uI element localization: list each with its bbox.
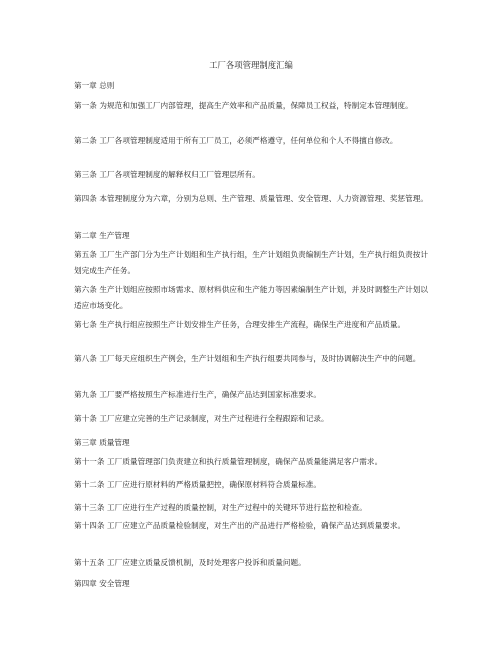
article-paragraph: 第六条 生产计划组应按照市场需求、原材料供应和生产能力等因素编制生产计划，并及时调整生产计划以适应市场变化。	[74, 285, 429, 310]
article-paragraph: 第十五条 工厂应建立质量反馈机制，及时处理客户投诉和质量问题。	[74, 558, 306, 567]
article-paragraph: 第十三条 工厂应进行生产过程的质量控制，对生产过程中的关键环节进行监控和检查。	[74, 503, 367, 512]
article-paragraph: 第一条 为规范和加强工厂内部管理，提高生产效率和产品质量，保障员工权益，特制定本管理制度。	[74, 101, 413, 110]
chapter-heading: 第二章 生产管理	[74, 231, 130, 240]
chapter-heading: 第四章 安全管理	[74, 579, 130, 588]
article-paragraph: 第十二条 工厂应进行原材料的严格质量把控，确保原材料符合质量标准。	[74, 480, 322, 489]
document-title: 工厂各项管理制度汇编	[209, 60, 293, 70]
article-paragraph: 第五条 工厂生产部门分为生产计划组和生产执行组，生产计划组负责编制生产计划，生产执行组负责按计划完成生产任务。	[74, 250, 429, 275]
chapter-heading: 第一章 总则	[74, 81, 115, 90]
article-paragraph: 第十条 工厂应建立完善的生产记录制度，对生产过程进行全程跟踪和记录。	[74, 414, 329, 423]
chapter-heading: 第三章 质量管理	[74, 438, 130, 447]
article-paragraph: 第十四条 工厂应建立产品质量检验制度，对生产出的产品进行严格检验，确保产品达到质量要求。	[74, 521, 406, 530]
article-paragraph: 第二条 工厂各项管理制度适用于所有工厂员工，必须严格遵守，任何单位和个人不得擅自修改。	[74, 136, 398, 145]
article-paragraph: 第九条 工厂要严格按照生产标准进行生产，确保产品达到国家标准要求。	[74, 390, 322, 399]
article-paragraph: 第三条 工厂各项管理制度的解释权归工厂管理层所有。	[74, 170, 260, 179]
article-paragraph: 第十一条 工厂质量管理部门负责建立和执行质量管理制度，确保产品质量能满足客户需求。	[74, 457, 383, 466]
article-paragraph: 第四条 本管理制度分为六章，分别为总则、生产管理、质量管理、安全管理、人力资源管理、奖惩管理。	[74, 194, 429, 203]
article-paragraph: 第七条 生产执行组应按照生产计划安排生产任务，合理安排生产流程，确保生产进度和产品质量。	[74, 320, 406, 329]
article-paragraph: 第八条 工厂每天应组织生产例会，生产计划组和生产执行组要共同参与，及时协调解决生产中的问题。	[74, 354, 421, 363]
